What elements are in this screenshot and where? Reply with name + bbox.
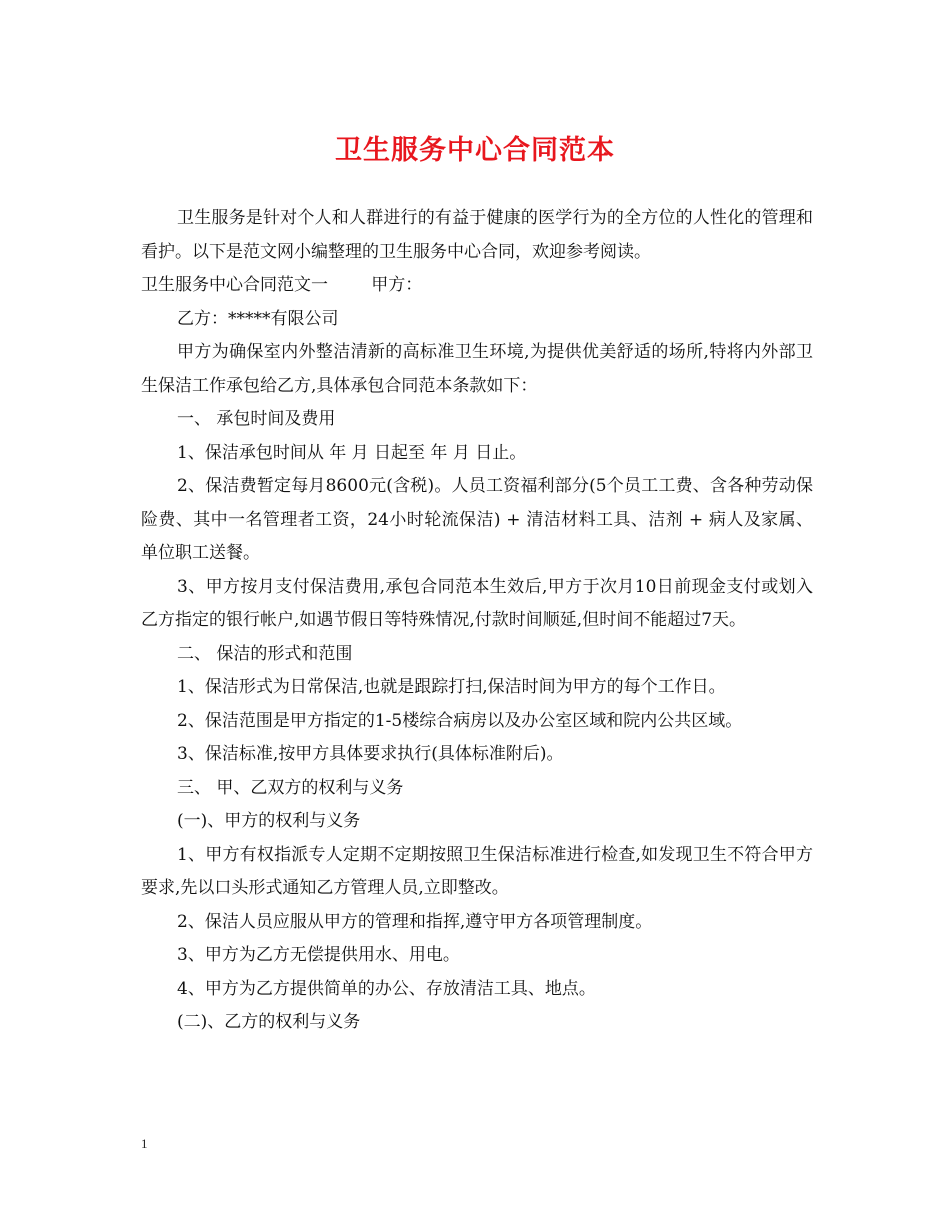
- subsection-1-item-4: 4、甲方为乙方提供简单的办公、存放清洁工具、地点。: [177, 978, 596, 999]
- section-1-item-1: 1、保洁承包时间从 年 月 日起至 年 月 日止。: [177, 442, 527, 463]
- subsection-2-heading: (二)、乙方的权利与义务: [177, 1012, 361, 1032]
- section-2-item-2: 2、保洁范围是甲方指定的1-5楼综合病房以及办公室区域和院内公共区域。: [177, 710, 743, 731]
- section-2-heading: 二、 保洁的形式和范围: [177, 643, 353, 664]
- section-3-heading: 三、 甲、乙双方的权利与义务: [177, 777, 404, 798]
- section-2-item-1: 1、保洁形式为日常保洁,也就是跟踪打扫,保洁时间为甲方的每个工作日。: [177, 677, 726, 697]
- section-1-item-3: 3、甲方按月支付保洁费用,承包合同范本生效后,甲方于次月10日前现金支付或划入乙方指定的银行帐户,如遇节假日等特殊情况,付款时间顺延,但时间不能超过7天。: [141, 576, 813, 630]
- sample-heading: 卫生服务中心合同范文一 甲方：: [141, 275, 423, 295]
- document-body: [141, 202, 813, 1040]
- subsection-1-item-2: 2、保洁人员应服从甲方的管理和指挥,遵守甲方各项管理制度。: [177, 911, 653, 932]
- party-b-line: 乙方：*****有限公司: [177, 308, 339, 329]
- section-1-heading: 一、 承包时间及费用: [177, 409, 336, 429]
- preamble-paragraph: 甲方为确保室内外整洁清新的高标准卫生环境,为提供优美舒适的场所,特将内外部卫生保洁工作承包给乙方,具体承包合同范本条款如下：: [141, 342, 813, 396]
- document-title: 卫生服务中心合同范本: [335, 135, 615, 166]
- intro-paragraph: 卫生服务是针对个人和人群进行的有益于健康的医学行为的全方位的人性化的管理和看护。以下是范文网小编整理的卫生服务中心合同，欢迎参考阅读。: [141, 208, 813, 262]
- section-2-item-3: 3、保洁标准,按甲方具体要求执行(具体标准附后)。: [177, 744, 564, 764]
- page-number: 1: [141, 1136, 148, 1151]
- section-1-item-2: 2、保洁费暂定每月8600元(含税)。人员工资福利部分(5个员工工费、含各种劳动保险费、其中一名管理者工资，24小时轮流保洁) + 清洁材料工具、洁剂 + 病人及家属、单位职工送餐。: [141, 476, 813, 563]
- subsection-1-heading: (一)、甲方的权利与义务: [177, 811, 361, 831]
- subsection-1-item-1: 1、甲方有权指派专人定期不定期按照卫生保洁标准进行检查,如发现卫生不符合甲方要求,先以口头形式通知乙方管理人员,立即整改。: [141, 844, 813, 898]
- subsection-1-item-3: 3、甲方为乙方无偿提供用水、用电。: [177, 945, 460, 965]
